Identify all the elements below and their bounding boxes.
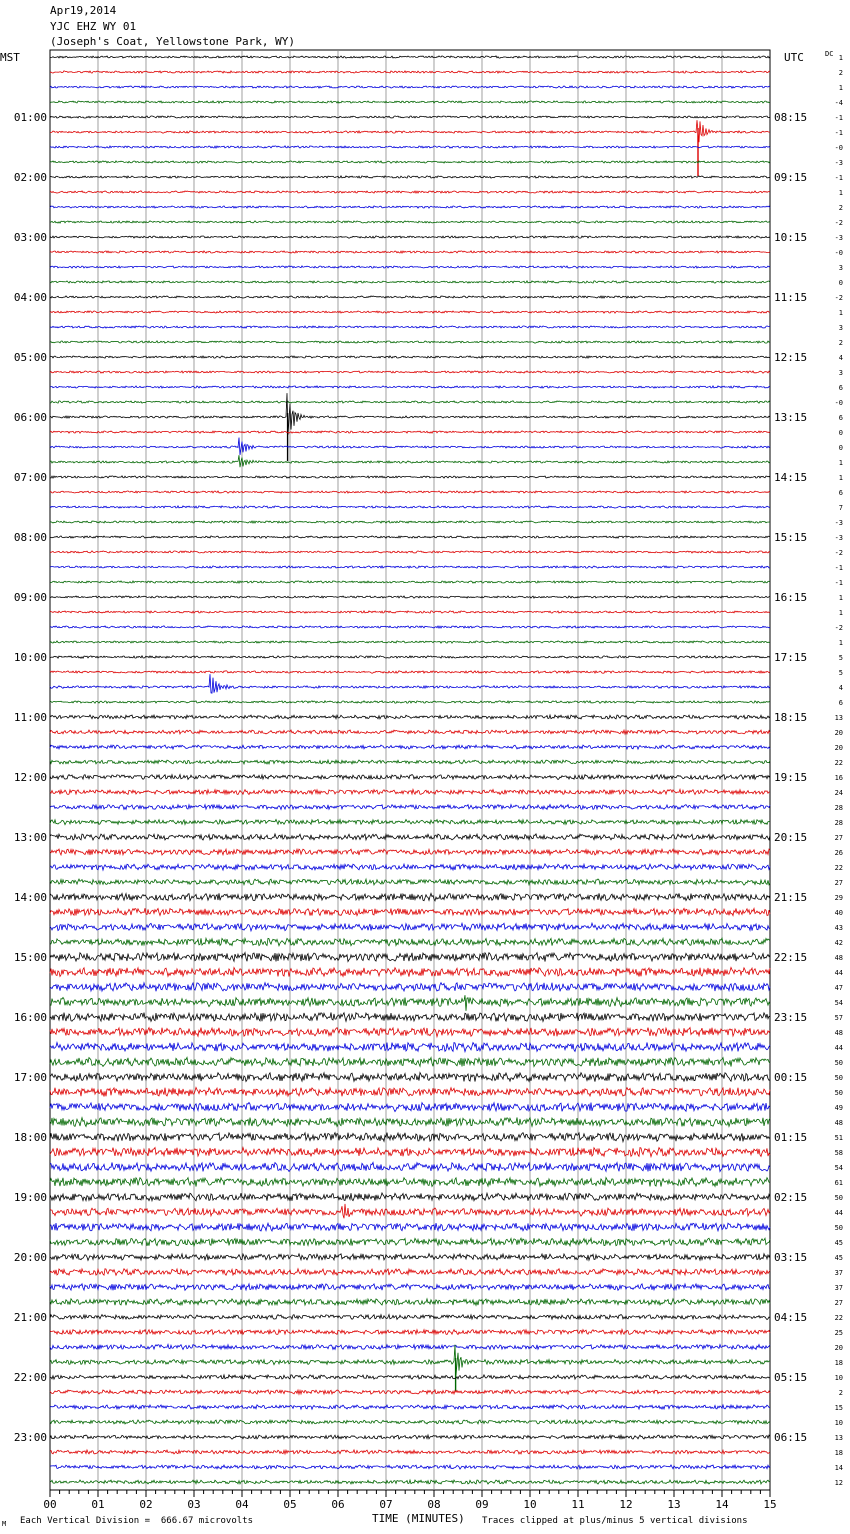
trace-row xyxy=(50,1480,770,1484)
dc-offset-label: 50 xyxy=(834,1194,843,1202)
dc-offset-label: 54 xyxy=(834,999,843,1007)
right-hour-label: 08:15 xyxy=(774,111,808,124)
dc-offset-label: 47 xyxy=(834,984,843,992)
trace-row xyxy=(50,1043,770,1052)
left-hour-label: 04:00 xyxy=(13,291,47,304)
dc-offset-label: -3 xyxy=(834,534,843,542)
trace-row xyxy=(50,251,770,253)
trace-row xyxy=(50,1420,770,1424)
trace-row xyxy=(50,476,770,478)
trace-row xyxy=(50,1345,770,1376)
trace-row xyxy=(50,626,770,628)
dc-header: DC xyxy=(825,50,834,58)
left-hour-label: 15:00 xyxy=(13,951,47,964)
trace-row xyxy=(50,236,770,238)
left-hour-label: 03:00 xyxy=(13,231,47,244)
dc-offset-label: 44 xyxy=(834,969,843,977)
trace-row xyxy=(50,56,770,58)
dc-offset-label: 2 xyxy=(838,339,843,347)
right-hour-label: 18:15 xyxy=(774,711,808,724)
trace-row xyxy=(50,1269,770,1276)
trace-row xyxy=(50,611,770,613)
trace-row xyxy=(50,715,770,719)
right-hour-label: 20:15 xyxy=(774,831,808,844)
dc-offset-label: 2 xyxy=(838,1389,843,1397)
dc-offset-label: 27 xyxy=(834,1299,843,1307)
right-hour-label: 17:15 xyxy=(774,651,808,664)
trace-row xyxy=(50,701,770,704)
dc-offset-label: 14 xyxy=(834,1464,843,1472)
right-hour-label: 01:15 xyxy=(774,1131,808,1144)
right-hour-label: 10:15 xyxy=(774,231,808,244)
dc-offset-label: 50 xyxy=(834,1224,843,1232)
trace-row xyxy=(50,1133,770,1142)
dc-offset-label: 44 xyxy=(834,1044,843,1052)
plot-date: Apr19,2014 xyxy=(50,4,117,17)
right-hour-label: 23:15 xyxy=(774,1011,808,1024)
dc-offset-label: 4 xyxy=(838,684,843,692)
trace-row xyxy=(50,1435,770,1439)
dc-offset-label: 29 xyxy=(834,894,843,902)
trace-row xyxy=(50,953,770,962)
left-hour-label: 07:00 xyxy=(13,471,47,484)
x-tick-label: 14 xyxy=(715,1498,729,1511)
trace-row xyxy=(50,849,770,855)
trace-row xyxy=(50,146,770,148)
left-hour-label: 17:00 xyxy=(13,1071,47,1084)
dc-offset-label: 1 xyxy=(838,609,843,617)
dc-offset-label: 22 xyxy=(834,864,843,872)
dc-offset-label: 18 xyxy=(834,1359,843,1367)
dc-offset-label: 27 xyxy=(834,879,843,887)
dc-offset-label: 6 xyxy=(838,489,843,497)
dc-offset-label: 5 xyxy=(838,654,843,662)
trace-row xyxy=(50,596,770,598)
dc-offset-label: 51 xyxy=(834,1134,843,1142)
left-hour-label: 16:00 xyxy=(13,1011,47,1024)
x-tick-label: 05 xyxy=(283,1498,297,1511)
trace-row xyxy=(50,341,770,343)
trace-row xyxy=(50,311,770,313)
dc-offset-label: 6 xyxy=(838,414,843,422)
dc-offset-label: -3 xyxy=(834,519,843,527)
trace-row xyxy=(50,356,770,358)
x-tick-label: 09 xyxy=(475,1498,489,1511)
trace-row xyxy=(50,983,770,992)
right-hour-label: 12:15 xyxy=(774,351,808,364)
trace-row xyxy=(50,1254,770,1261)
trace-row xyxy=(50,431,770,433)
dc-offset-label: 1 xyxy=(838,309,843,317)
dc-offset-label: -2 xyxy=(834,549,843,557)
dc-offset-label: -3 xyxy=(834,159,843,167)
dc-offset-label: 3 xyxy=(838,369,843,377)
dc-offset-label: 50 xyxy=(834,1089,843,1097)
trace-row xyxy=(50,1315,770,1320)
trace-row xyxy=(50,1238,770,1246)
dc-offset-label: 1 xyxy=(838,189,843,197)
left-hour-label: 20:00 xyxy=(13,1251,47,1264)
dc-offset-label: 1 xyxy=(838,459,843,467)
x-tick-label: 13 xyxy=(667,1498,681,1511)
dc-offset-label: 12 xyxy=(834,1479,843,1487)
trace-row xyxy=(50,1390,770,1394)
trace-row xyxy=(50,730,770,734)
trace-row xyxy=(50,641,770,643)
trace-row xyxy=(50,551,770,553)
left-hour-label: 10:00 xyxy=(13,651,47,664)
trace-row xyxy=(50,938,770,946)
trace-row xyxy=(50,371,770,373)
left-hour-label: 01:00 xyxy=(13,111,47,124)
trace-row xyxy=(50,1344,770,1349)
dc-offset-label: 1 xyxy=(838,54,843,62)
trace-row xyxy=(50,1284,770,1291)
dc-offset-label: -1 xyxy=(834,114,843,122)
dc-offset-label: 10 xyxy=(834,1374,843,1382)
left-hour-label: 14:00 xyxy=(13,891,47,904)
dc-offset-label: 2 xyxy=(838,69,843,77)
station-location: (Joseph's Coat, Yellowstone Park, WY) xyxy=(50,35,296,48)
dc-offset-label: 26 xyxy=(834,849,843,857)
dc-offset-label: 45 xyxy=(834,1239,843,1247)
dc-offset-label: 0 xyxy=(838,429,843,437)
trace-row xyxy=(50,820,770,825)
trace-row xyxy=(50,521,770,523)
trace-row xyxy=(50,893,770,901)
left-hour-label: 08:00 xyxy=(13,531,47,544)
dc-offset-label: -0 xyxy=(834,249,843,257)
dc-offset-label: 50 xyxy=(834,1059,843,1067)
right-hour-label: 04:15 xyxy=(774,1311,808,1324)
trace-row xyxy=(50,581,770,583)
dc-offset-label: 20 xyxy=(834,1344,843,1352)
left-hour-label: 02:00 xyxy=(13,171,47,184)
trace-row xyxy=(50,1057,770,1066)
trace-row xyxy=(50,1405,770,1409)
left-hour-label: 13:00 xyxy=(13,831,47,844)
dc-offset-label: 43 xyxy=(834,924,843,932)
right-hour-label: 15:15 xyxy=(774,531,808,544)
right-hour-label: 02:15 xyxy=(774,1191,808,1204)
right-hour-label: 13:15 xyxy=(774,411,808,424)
left-hour-label: 09:00 xyxy=(13,591,47,604)
trace-row xyxy=(50,401,770,403)
trace-row xyxy=(50,506,770,508)
dc-offset-label: 0 xyxy=(838,279,843,287)
dc-offset-label: 4 xyxy=(838,354,843,362)
trace-row xyxy=(50,86,770,88)
right-hour-label: 03:15 xyxy=(774,1251,808,1264)
trace-row xyxy=(50,1012,770,1021)
trace-row xyxy=(50,1450,770,1454)
dc-offset-label: -1 xyxy=(834,564,843,572)
trace-row xyxy=(50,221,770,223)
dc-offset-label: -2 xyxy=(834,294,843,302)
left-hour-label: 06:00 xyxy=(13,411,47,424)
dc-offset-label: 5 xyxy=(838,669,843,677)
trace-row xyxy=(50,967,770,976)
trace-row xyxy=(50,281,770,283)
division-note: Each Vertical Division = 666.67 microvolts xyxy=(20,1516,253,1526)
dc-offset-label: 48 xyxy=(834,954,843,962)
trace-row xyxy=(50,879,770,885)
trace-row xyxy=(50,834,770,840)
trace-row xyxy=(50,1330,770,1335)
station-code: YJC EHZ WY 01 xyxy=(50,20,137,33)
trace-row xyxy=(50,1375,770,1379)
x-tick-label: 04 xyxy=(235,1498,249,1511)
trace-row xyxy=(50,120,770,142)
dc-offset-label: 13 xyxy=(834,1434,843,1442)
left-hour-label: 19:00 xyxy=(13,1191,47,1204)
trace-row xyxy=(50,438,770,456)
right-hour-label: 19:15 xyxy=(774,771,808,784)
trace-row xyxy=(50,101,770,103)
trace-row xyxy=(50,116,770,118)
trace-row xyxy=(50,1103,770,1112)
trace-row xyxy=(50,191,770,193)
dc-offset-label: 61 xyxy=(834,1179,843,1187)
trace-row xyxy=(50,864,770,870)
dc-offset-label: -2 xyxy=(834,624,843,632)
trace-row xyxy=(50,805,770,810)
dc-offset-label: 37 xyxy=(834,1269,843,1277)
dc-offset-label: 6 xyxy=(838,699,843,707)
dc-offset-label: 1 xyxy=(838,84,843,92)
left-hour-label: 23:00 xyxy=(13,1431,47,1444)
dc-offset-label: 50 xyxy=(834,1074,843,1082)
dc-offset-label: 37 xyxy=(834,1284,843,1292)
dc-offset-label: -2 xyxy=(834,219,843,227)
right-hour-label: 16:15 xyxy=(774,591,808,604)
trace-row xyxy=(50,176,770,178)
trace-row xyxy=(50,1028,770,1037)
dc-offset-label: 48 xyxy=(834,1029,843,1037)
trace-row xyxy=(50,393,770,435)
x-tick-label: 02 xyxy=(139,1498,153,1511)
dc-offset-label: 13 xyxy=(834,714,843,722)
dc-offset-label: 25 xyxy=(834,1329,843,1337)
dc-offset-label: 10 xyxy=(834,1419,843,1427)
dc-offset-label: 7 xyxy=(838,504,843,512)
dc-offset-label: 54 xyxy=(834,1164,843,1172)
trace-row xyxy=(50,491,770,493)
right-hour-label: 22:15 xyxy=(774,951,808,964)
dc-offset-label: 20 xyxy=(834,744,843,752)
trace-row xyxy=(50,206,770,208)
trace-row xyxy=(50,789,770,794)
trace-row xyxy=(50,455,770,467)
left-hour-label: 11:00 xyxy=(13,711,47,724)
x-tick-label: 11 xyxy=(571,1498,585,1511)
trace-row xyxy=(50,386,770,388)
trace-row xyxy=(50,1073,770,1082)
left-hour-label: 18:00 xyxy=(13,1131,47,1144)
trace-row xyxy=(50,1299,770,1306)
trace-row xyxy=(50,296,770,298)
right-hour-label: 11:15 xyxy=(774,291,808,304)
dc-offset-label: 57 xyxy=(834,1014,843,1022)
trace-row xyxy=(50,674,770,693)
x-tick-label: 00 xyxy=(43,1498,57,1511)
x-tick-label: 06 xyxy=(331,1498,345,1511)
dc-offset-label: 44 xyxy=(834,1209,843,1217)
dc-offset-label: -0 xyxy=(834,144,843,152)
trace-row xyxy=(50,760,770,764)
x-tick-label: 07 xyxy=(379,1498,393,1511)
trace-row xyxy=(50,1204,770,1218)
dc-offset-label: 15 xyxy=(834,1404,843,1412)
dc-offset-label: 1 xyxy=(838,474,843,482)
x-tick-label: 01 xyxy=(91,1498,105,1511)
left-timezone-label: MST xyxy=(0,51,20,64)
dc-offset-label: 0 xyxy=(838,444,843,452)
trace-row xyxy=(50,161,770,163)
time-axis xyxy=(43,1490,776,1511)
dc-offset-label: 1 xyxy=(838,639,843,647)
corner-mark: M xyxy=(2,1520,7,1528)
x-tick-label: 10 xyxy=(523,1498,537,1511)
dc-offset-label: 49 xyxy=(834,1104,843,1112)
dc-offset-label: 22 xyxy=(834,1314,843,1322)
dc-offset-label: 28 xyxy=(834,819,843,827)
dc-offset-label: 40 xyxy=(834,909,843,917)
trace-row xyxy=(50,1193,770,1201)
trace-row xyxy=(50,71,770,73)
x-tick-label: 15 xyxy=(763,1498,777,1511)
dc-offset-label: -1 xyxy=(834,579,843,587)
dc-offset-label: -3 xyxy=(834,234,843,242)
dc-offset-label: 20 xyxy=(834,729,843,737)
x-axis-title: TIME (MINUTES) xyxy=(372,1512,465,1525)
right-hour-label: 09:15 xyxy=(774,171,808,184)
dc-offset-label: -0 xyxy=(834,399,843,407)
dc-offset-label: -1 xyxy=(834,174,843,182)
seismic-traces xyxy=(50,56,770,1484)
dc-offset-label: 1 xyxy=(838,594,843,602)
trace-row xyxy=(50,566,770,568)
right-hour-label: 21:15 xyxy=(774,891,808,904)
trace-row xyxy=(50,1117,770,1126)
x-tick-label: 08 xyxy=(427,1498,441,1511)
right-timezone-label: UTC xyxy=(784,51,804,64)
dc-offset-label: -4 xyxy=(834,99,843,107)
trace-row xyxy=(50,1178,770,1187)
trace-row xyxy=(50,1223,770,1231)
right-hour-label: 06:15 xyxy=(774,1431,808,1444)
dc-offset-label: 45 xyxy=(834,1254,843,1262)
right-hour-label: 00:15 xyxy=(774,1071,808,1084)
trace-row xyxy=(50,671,770,674)
left-hour-label: 05:00 xyxy=(13,351,47,364)
dc-offset-label: 22 xyxy=(834,759,843,767)
dc-offset-label: 27 xyxy=(834,834,843,842)
trace-row xyxy=(50,995,770,1011)
dc-offset-label: 28 xyxy=(834,804,843,812)
trace-row xyxy=(50,908,770,915)
dc-offset-label: 2 xyxy=(838,204,843,212)
trace-row xyxy=(50,1465,770,1469)
dc-offset-label: -1 xyxy=(834,129,843,137)
trace-row xyxy=(50,1162,770,1171)
trace-row xyxy=(50,656,770,659)
dc-offset-label: 16 xyxy=(834,774,843,782)
x-tick-label: 12 xyxy=(619,1498,633,1511)
dc-offset-label: 48 xyxy=(834,1119,843,1127)
x-tick-label: 03 xyxy=(187,1498,201,1511)
dc-offset-label: 18 xyxy=(834,1449,843,1457)
right-hour-label: 05:15 xyxy=(774,1371,808,1384)
trace-row xyxy=(50,1148,770,1157)
trace-row xyxy=(50,923,770,931)
left-hour-label: 21:00 xyxy=(13,1311,47,1324)
trace-row xyxy=(50,745,770,749)
trace-row xyxy=(50,536,770,538)
dc-offset-label: 58 xyxy=(834,1149,843,1157)
dc-offset-label: 6 xyxy=(838,384,843,392)
right-hour-label: 14:15 xyxy=(774,471,808,484)
trace-row xyxy=(50,266,770,268)
dc-offset-label: 3 xyxy=(838,264,843,272)
trace-row xyxy=(50,775,770,780)
clip-note: Traces clipped at plus/minus 5 vertical divisions xyxy=(482,1516,748,1526)
trace-row xyxy=(50,1087,770,1096)
trace-row xyxy=(50,326,770,328)
left-hour-label: 12:00 xyxy=(13,771,47,784)
dc-offset-label: 24 xyxy=(834,789,843,797)
dc-offset-label: 42 xyxy=(834,939,843,947)
left-hour-label: 22:00 xyxy=(13,1371,47,1384)
dc-offset-label: 3 xyxy=(838,324,843,332)
